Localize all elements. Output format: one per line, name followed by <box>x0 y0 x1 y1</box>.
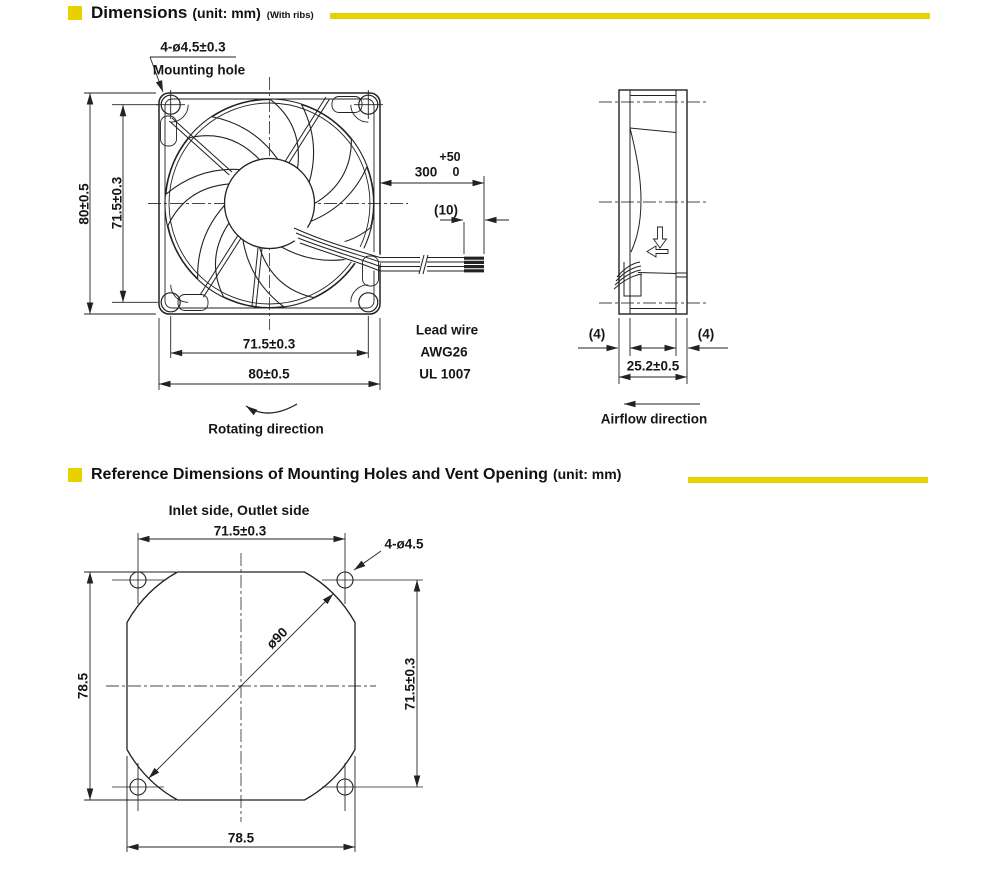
section1-title: Dimensions <box>91 3 188 22</box>
vent-hole-callout: 4-ø4.5 <box>384 536 424 552</box>
section2-unit: (unit: mm) <box>552 466 622 482</box>
mounting-hole-label: Mounting hole <box>152 62 246 78</box>
vent-dim-right: 71.5±0.3 <box>402 657 418 711</box>
lead-length-tol-plus: +50 <box>439 150 461 164</box>
dim-height-outer: 80±0.5 <box>76 183 92 225</box>
fan-front-view-drawing <box>84 57 509 413</box>
flange-dim-left: (4) <box>588 326 606 342</box>
fan-side-view-drawing <box>578 90 728 404</box>
vent-opening-drawing <box>84 533 423 852</box>
lead-wire-label-1: Lead wire <box>415 322 479 338</box>
dim-width-inner: 71.5±0.3 <box>242 336 296 352</box>
dim-depth: 25.2±0.5 <box>626 358 680 374</box>
vent-dim-left: 78.5 <box>75 672 91 700</box>
dim-width-outer: 80±0.5 <box>248 366 290 382</box>
strip-length-dim: (10) <box>433 202 459 218</box>
dim-height-inner: 71.5±0.3 <box>109 176 125 230</box>
section2-title: Reference Dimensions of Mounting Holes and Vent Opening <box>91 466 548 483</box>
inlet-outlet-label: Inlet side, Outlet side <box>168 502 310 518</box>
flange-dim-right: (4) <box>697 326 715 342</box>
section1-note: (With ribs) <box>266 10 314 21</box>
vent-diameter-dim: ø90 <box>263 624 291 652</box>
lead-length-dim: 300 <box>414 164 438 180</box>
vent-dim-bottom: 78.5 <box>227 830 255 846</box>
rotating-direction-label: Rotating direction <box>208 421 324 437</box>
vent-dim-top: 71.5±0.3 <box>213 523 267 539</box>
airflow-direction-label: Airflow direction <box>600 411 708 427</box>
lead-wire-label-2: AWG26 <box>420 344 468 360</box>
lead-length-tol-minus: 0 <box>452 165 460 179</box>
mounting-hole-callout: 4-ø4.5±0.3 <box>160 39 226 55</box>
section1-unit: (unit: mm) <box>192 5 261 21</box>
lead-wire-label-3: UL 1007 <box>419 366 471 382</box>
